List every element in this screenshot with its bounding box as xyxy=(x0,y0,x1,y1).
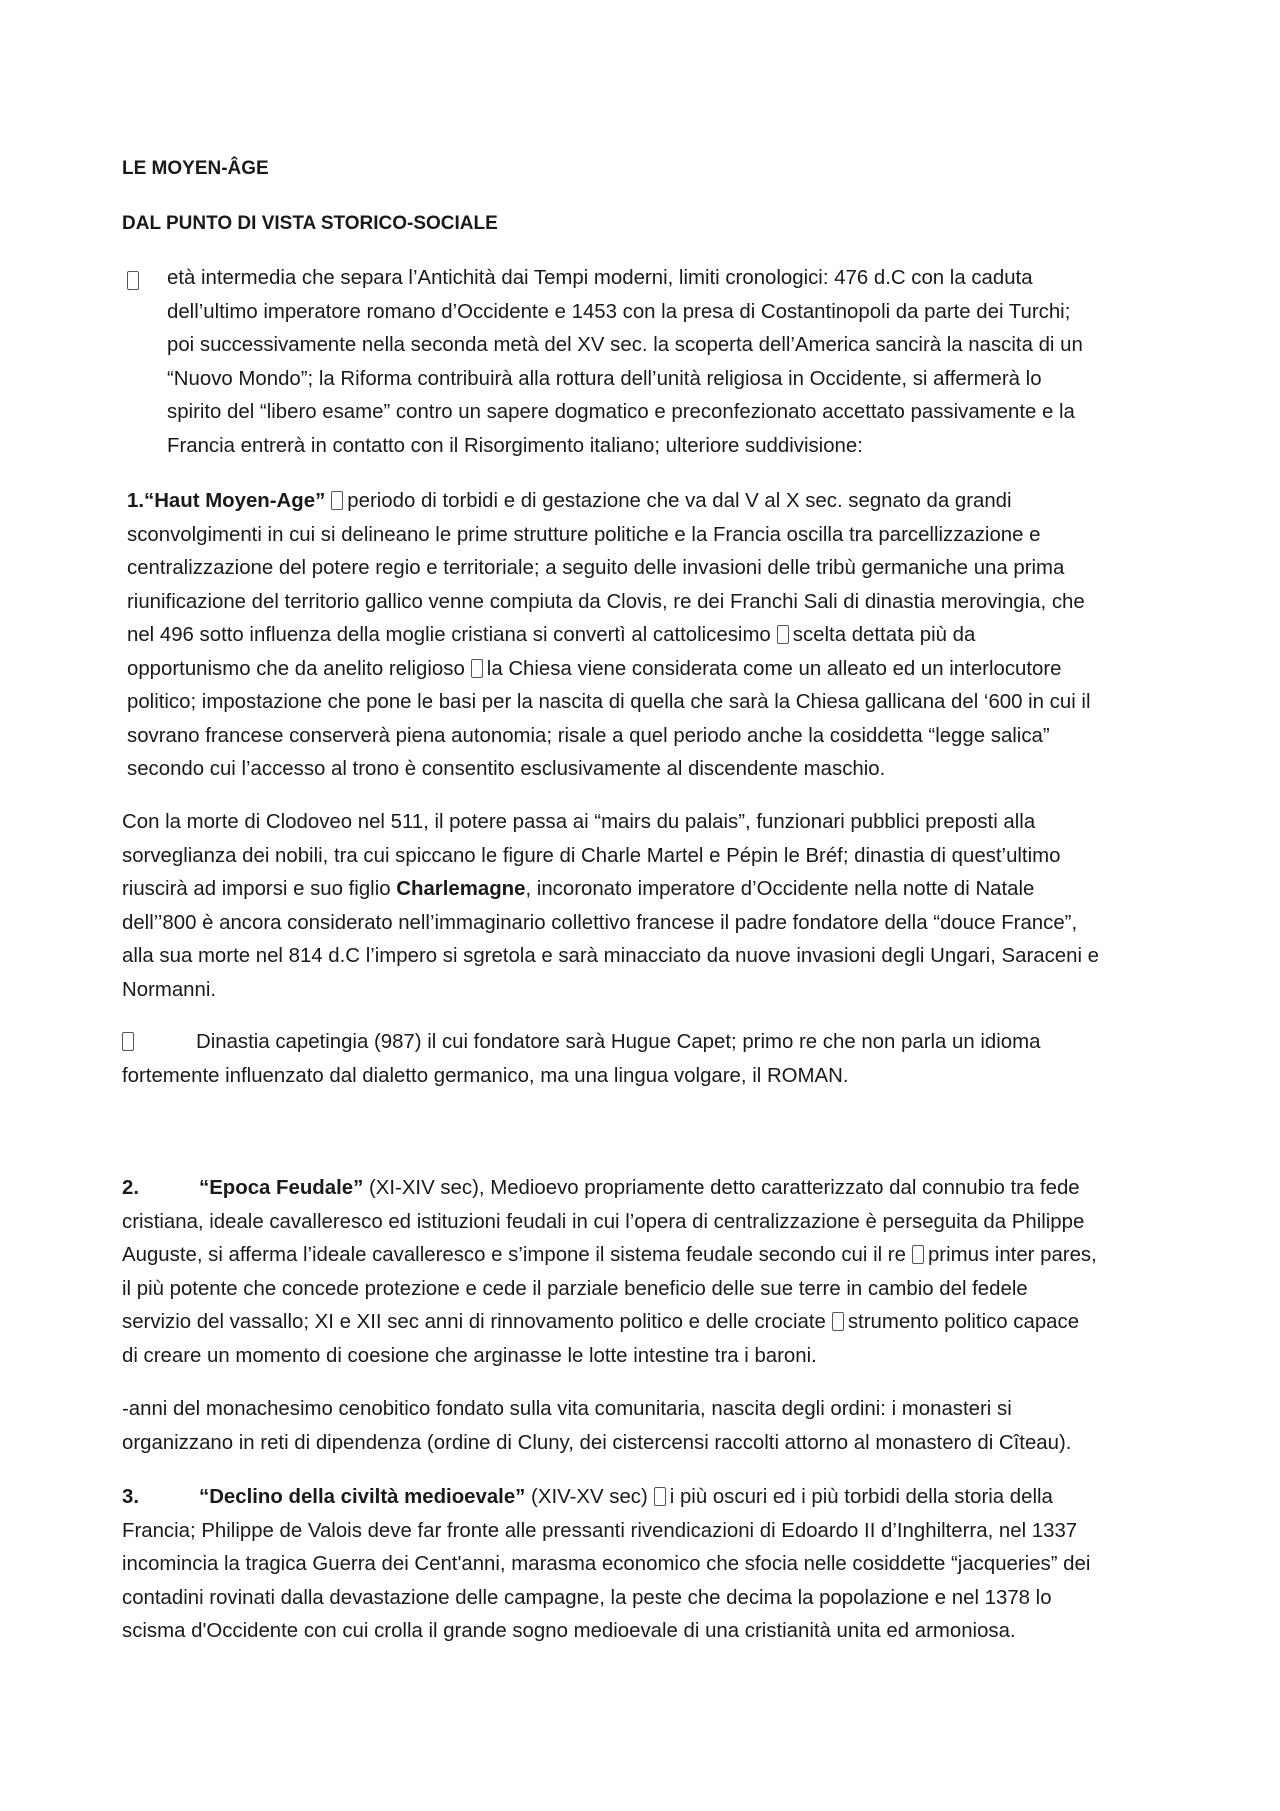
section-haut-moyen-age xyxy=(127,485,1090,787)
paragraph-line: Francia entrerà in contatto con il Risorgimento italiano; ulteriore suddivisione: xyxy=(167,434,863,457)
paragraph-line: Francia; Philippe de Valois deve far fronte alle pressanti rivendicazioni di Edoardo II d’Inghilterra, nel 1337 xyxy=(122,1519,1078,1542)
text-span: primus inter pares, xyxy=(927,1244,1097,1266)
paragraph-line: fortemente influenzato dal dialetto germanico, ma una lingua volgare, il ROMAN. xyxy=(122,1064,849,1087)
text-span: opportunismo che da anelito religioso xyxy=(127,657,465,680)
text-span: la Chiesa viene considerata come un alleato ed un interlocutore xyxy=(486,657,1062,680)
section-number: 3. xyxy=(122,1486,140,1508)
paragraph-line: dell’’800 è ancora considerato nell’immaginario collettivo francese il padre fondatore della “douce France”, xyxy=(122,911,1078,934)
text-span: Dinastia capetingia (987) il cui fondatore sarà Hugue Capet; primo re che non parla un idioma xyxy=(196,1031,1041,1053)
paragraph-line: riunificazione del territorio gallico venne compiuta da Clovis, re dei Franchi Sali di dinastia merovingia, che xyxy=(127,590,1085,613)
paragraph-line: Con la morte di Clodoveo nel 511, il potere passa ai “mairs du palais”, funzionari pubblici preposti alla xyxy=(122,811,1036,833)
paragraph-line: Normanni. xyxy=(122,978,217,1001)
section-term: “Declino della civiltà medioevale” xyxy=(199,1486,526,1508)
missing-glyph-icon xyxy=(832,1312,844,1331)
section-number: 1. xyxy=(127,490,145,512)
monachesimo-paragraph xyxy=(122,1393,1071,1460)
missing-glyph-icon xyxy=(127,271,139,290)
missing-glyph-icon xyxy=(471,659,483,678)
paragraph-line: alla sua morte nel 814 d.C l’impero si sgretola e sarà minacciato da nuove invasioni degli Ungari, Saraceni e xyxy=(122,945,1100,967)
paragraph-line xyxy=(122,1172,1097,1206)
text-span: servizio del vassallo; XI e XII sec anni di rinnovamento politico e delle crociate xyxy=(122,1311,826,1333)
paragraph-line xyxy=(122,1239,1097,1273)
missing-glyph-icon xyxy=(654,1487,666,1506)
text-span: i più oscuri ed i più torbidi della storia della xyxy=(669,1486,1053,1508)
paragraph-line xyxy=(122,873,1099,907)
paragraph-line: organizzano in reti di dipendenza (ordine di Cluny, dei cistercensi raccolti attorno al monastero di Cîteau). xyxy=(122,1431,1072,1454)
section-term: “Epoca Feudale” xyxy=(199,1177,364,1199)
text-span: Auguste, si afferma l’ideale cavalleresco e s’impone il sistema feudale secondo cui il re xyxy=(122,1244,906,1266)
missing-glyph-icon xyxy=(331,491,343,510)
text-span: scelta dettata più da xyxy=(792,624,976,646)
paragraph-line: -anni del monachesimo cenobitico fondato sulla vita comunitaria, nascita degli ordini: i monasteri si xyxy=(122,1398,1012,1420)
paragraph-line: scisma d'Occidente con cui crolla il grande sogno medioevale di una cristianità unita ed armoniosa. xyxy=(122,1620,1016,1642)
paragraph-line: età intermedia che separa l’Antichità dai Tempi moderni, limiti cronologici: 476 d.C con la caduta xyxy=(167,267,1033,289)
paragraph-line: sorveglianza dei nobili, tra cui spiccano le figure di Charle Martel e Pépin le Bréf; dinastia di quest’ultimo xyxy=(122,844,1061,867)
section-number: 2. xyxy=(122,1177,140,1199)
clodoveo-paragraph xyxy=(122,806,1099,1007)
paragraph-line: incomincia la tragica Guerra dei Cent'anni, marasma economico che sfocia nelle cosiddette “jacqueries” dei xyxy=(122,1553,1091,1575)
document-subtitle: DAL PUNTO DI VISTA STORICO-SOCIALE xyxy=(122,213,498,234)
paragraph-line: dell’ultimo imperatore romano d’Occidente e 1453 con la presa di Costantinopoli da parte dei Turchi; xyxy=(167,300,1071,323)
paragraph-line: “Nuovo Mondo”; la Riforma contribuirà alla rottura dell’unità religiosa in Occidente, si affermerà lo xyxy=(167,367,1042,390)
intro-paragraph xyxy=(167,262,1083,463)
paragraph-line: centralizzazione del potere regio e territoriale; a seguito delle invasioni delle tribù germaniche una prima xyxy=(127,557,1065,579)
missing-glyph-icon xyxy=(777,625,789,644)
paragraph-line: secondo cui l’accesso al trono è consentito esclusivamente al discendente maschio. xyxy=(127,758,886,780)
text-span: riuscirà ad imporsi e suo figlio xyxy=(122,878,391,900)
capetingia-paragraph xyxy=(122,1026,1040,1093)
missing-glyph-icon xyxy=(122,1032,134,1051)
paragraph-line xyxy=(122,1026,1040,1060)
paragraph-line xyxy=(127,619,1090,653)
text-span: strumento politico capace xyxy=(847,1311,1080,1333)
paragraph-line xyxy=(127,485,1090,519)
missing-glyph-icon xyxy=(912,1245,924,1264)
section-epoca-feudale xyxy=(122,1172,1097,1373)
section-term: “Haut Moyen-Age” xyxy=(144,490,326,512)
paragraph-line: sovrano francese conserverà piena autonomia; risale a quel periodo anche la cosiddetta “legge salica” xyxy=(127,724,1050,747)
paragraph-line: cristiana, ideale cavalleresco ed istituzioni feudali in cui l’opera di centralizzazione è perseguita da Philippe xyxy=(122,1210,1085,1233)
paragraph-line xyxy=(127,653,1090,687)
text-span: nel 496 sotto influenza della moglie cristiana si convertì al cattolicesimo xyxy=(127,624,771,646)
paragraph-line: contadini rovinati dalla devastazione delle campagne, la peste che decima la popolazione e nel 1378 lo xyxy=(122,1586,1052,1609)
paragraph-line: di creare un momento di coesione che arginasse le lotte intestine tra i baroni. xyxy=(122,1344,817,1367)
text-span: (XI-XIV sec), Medioevo propriamente detto caratterizzato dal connubio tra fede xyxy=(363,1177,1080,1199)
paragraph-line: politico; impostazione che pone le basi per la nascita di quella che sarà la Chiesa gallicana del ‘600 in cui il xyxy=(127,691,1091,713)
text-span: , incoronato imperatore d’Occidente nella notte di Natale xyxy=(525,878,1035,900)
paragraph-line xyxy=(122,1306,1097,1340)
text-span: (XIV-XV sec) xyxy=(525,1486,648,1508)
text-span: periodo di torbidi e di gestazione che va dal V al X sec. segnato da grandi xyxy=(347,490,1012,512)
section-declino xyxy=(122,1481,1090,1649)
paragraph-line: sconvolgimenti in cui si delineano le prime strutture politiche e la Francia oscilla tra parcellizzazione e xyxy=(127,523,1041,546)
document-title: LE MOYEN-ÂGE xyxy=(122,158,269,179)
paragraph-line xyxy=(122,1481,1090,1515)
emphasis-charlemagne: Charlemagne xyxy=(396,878,526,900)
paragraph-line: il più potente che concede protezione e cede il parziale beneficio delle sue terre in cambio del fedele xyxy=(122,1277,1028,1300)
paragraph-line: spirito del “libero esame” contro un sapere dogmatico e preconfezionato accettato passivamente e la xyxy=(167,401,1075,423)
paragraph-line: poi successivamente nella seconda metà del XV sec. la scoperta dell’America sancirà la nascita di un xyxy=(167,334,1083,356)
